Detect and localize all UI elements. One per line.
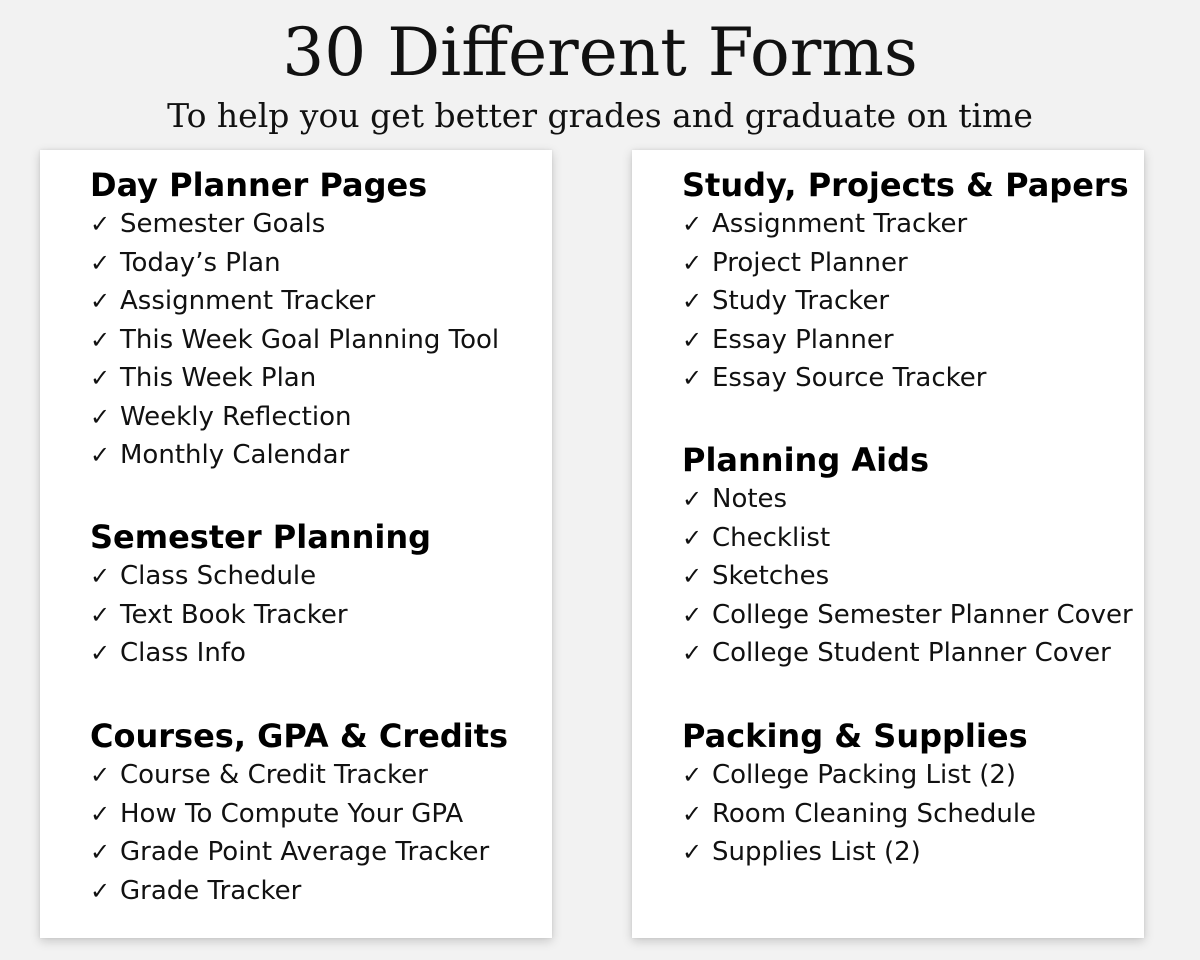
list-item: ✓ This Week Goal Planning Tool xyxy=(90,321,540,360)
list-item: ✓ Semester Goals xyxy=(90,205,540,244)
list-item: ✓ Supplies List (2) xyxy=(682,833,1132,872)
list-item: ✓ Project Planner xyxy=(682,244,1132,283)
list-item: ✓ Class Schedule xyxy=(90,557,540,596)
check-icon: ✓ xyxy=(682,600,703,629)
list-item: ✓ Course & Credit Tracker xyxy=(90,756,540,795)
check-icon: ✓ xyxy=(682,287,703,315)
check-icon: ✓ xyxy=(90,248,111,277)
check-icon: ✓ xyxy=(682,799,703,828)
form-list xyxy=(682,480,1132,673)
list-item: ✓ Grade Tracker xyxy=(90,872,540,911)
list-item: ✓ Text Book Tracker xyxy=(90,596,540,635)
right-forms-card xyxy=(632,150,1144,938)
check-icon: ✓ xyxy=(90,876,111,905)
form-list xyxy=(90,557,540,673)
check-icon: ✓ xyxy=(682,523,703,552)
check-icon: ✓ xyxy=(90,600,111,629)
check-icon: ✓ xyxy=(90,838,111,866)
check-icon: ✓ xyxy=(90,364,111,392)
check-icon: ✓ xyxy=(90,402,111,431)
list-item: ✓ Weekly Reflection xyxy=(90,398,540,437)
list-item: ✓ Class Info xyxy=(90,634,540,673)
list-item: ✓ Essay Source Tracker xyxy=(682,359,1132,398)
list-item: ✓ Sketches xyxy=(682,557,1132,596)
section-courses-gpa-credits xyxy=(90,716,540,910)
check-icon: ✓ xyxy=(682,248,703,277)
check-icon: ✓ xyxy=(90,325,111,354)
check-icon: ✓ xyxy=(682,210,703,238)
check-icon: ✓ xyxy=(682,364,703,392)
check-icon: ✓ xyxy=(682,838,703,866)
list-item: ✓ Essay Planner xyxy=(682,321,1132,360)
form-list xyxy=(682,756,1132,872)
check-icon: ✓ xyxy=(682,325,703,354)
section-heading: Semester Planning xyxy=(90,518,431,556)
list-item: ✓ This Week Plan xyxy=(90,359,540,398)
check-icon: ✓ xyxy=(90,639,111,667)
check-icon: ✓ xyxy=(90,210,111,238)
check-icon: ✓ xyxy=(90,761,111,789)
check-icon: ✓ xyxy=(90,799,111,828)
form-list xyxy=(682,205,1132,398)
check-icon: ✓ xyxy=(90,287,111,315)
check-icon: ✓ xyxy=(682,562,703,590)
list-item: ✓ Assignment Tracker xyxy=(682,205,1132,244)
section-semester-planning xyxy=(90,517,540,673)
check-icon: ✓ xyxy=(90,441,111,469)
list-item: ✓ Grade Point Average Tracker xyxy=(90,833,540,872)
list-item: ✓ Monthly Calendar xyxy=(90,436,540,475)
section-heading: Packing & Supplies xyxy=(682,717,1028,755)
check-icon: ✓ xyxy=(682,485,703,513)
list-item: ✓ Room Cleaning Schedule xyxy=(682,795,1132,834)
section-study-projects-papers xyxy=(682,165,1132,398)
section-heading: Study, Projects & Papers xyxy=(682,166,1129,204)
check-icon: ✓ xyxy=(90,562,111,590)
list-item: ✓ Assignment Tracker xyxy=(90,282,540,321)
page-title: 30 Different Forms xyxy=(282,14,918,91)
form-list xyxy=(90,756,540,910)
form-list xyxy=(90,205,540,475)
section-heading: Planning Aids xyxy=(682,441,930,479)
section-planning-aids xyxy=(682,440,1132,673)
list-item: ✓ Today’s Plan xyxy=(90,244,540,283)
list-item: ✓ College Student Planner Cover xyxy=(682,634,1132,673)
check-icon: ✓ xyxy=(682,639,703,667)
section-day-planner-pages xyxy=(90,165,540,475)
list-item: ✓ Study Tracker xyxy=(682,282,1132,321)
section-packing-supplies xyxy=(682,716,1132,872)
list-item: ✓ Notes xyxy=(682,480,1132,519)
list-item: ✓ College Packing List (2) xyxy=(682,756,1132,795)
check-icon: ✓ xyxy=(682,761,703,789)
list-item: ✓ Checklist xyxy=(682,519,1132,558)
list-item: ✓ How To Compute Your GPA xyxy=(90,795,540,834)
list-item: ✓ College Semester Planner Cover xyxy=(682,596,1132,635)
section-heading: Day Planner Pages xyxy=(90,166,428,204)
page-subtitle: To help you get better grades and graduate on time xyxy=(167,96,1033,135)
left-forms-card xyxy=(40,150,552,938)
section-heading: Courses, GPA & Credits xyxy=(90,717,509,755)
